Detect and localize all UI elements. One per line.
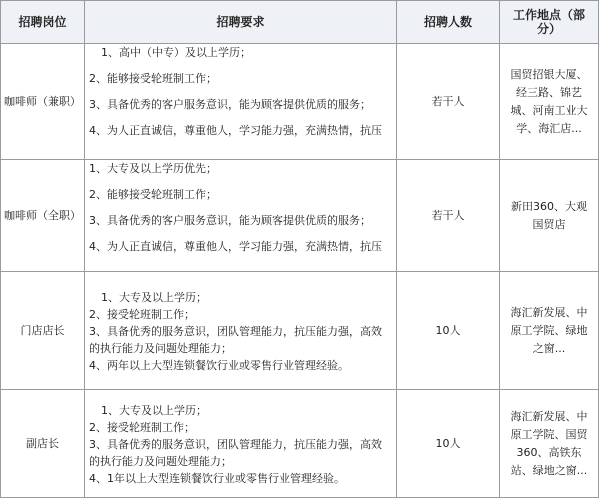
count-cell: 10人 [397,390,500,498]
table-row [1,160,599,272]
requirement-line: 3、具备优秀的客户服务意识，能为顾客提供优质的服务； [89,98,371,111]
header-requirements: 招聘要求 [85,1,397,44]
requirement-line: 1、大专及以上学历； [101,404,207,417]
requirement-line: 4、为人正直诚信，尊重他人，学习能力强，充满热情，抗压 [89,240,382,253]
position-cell: 门店店长 [1,272,85,390]
location-cell: 海汇新发展、中原工学院、国贸360、高铁东站、绿地之窗... [500,390,599,498]
table-row [1,390,599,498]
location-cell: 新田360、大观国贸店 [500,160,599,272]
position-cell: 咖啡师（全职） [1,160,85,272]
requirement-line: 3、具备优秀的服务意识，团队管理能力，抗压能力强，高效的执行能力及问题处理能力； [89,325,382,355]
requirement-line: 1、大专及以上学历优先； [89,162,217,175]
requirement-line: 4、两年以上大型连锁餐饮行业或零售行业管理经验。 [89,359,349,372]
count-cell: 10人 [397,272,500,390]
location-cell: 国贸招银大厦、经三路、锦艺城、河南工业大学、海汇店... [500,44,599,160]
position-cell: 副店长 [1,390,85,498]
header-position: 招聘岗位 [1,1,85,44]
position-cell: 咖啡师（兼职） [1,44,85,160]
requirement-line: 3、具备优秀的服务意识，团队管理能力，抗压能力强，高效的执行能力及问题处理能力； [89,438,382,468]
table-row [1,272,599,390]
requirement-line: 2、能够接受轮班制工作； [89,188,217,201]
requirement-line: 1、大专及以上学历； [101,291,207,304]
header-location: 工作地点（部分） [500,1,599,44]
requirement-line: 1、高中（中专）及以上学历； [101,46,251,59]
requirement-line: 4、1年以上大型连锁餐饮行业或零售行业管理经验。 [89,472,345,485]
count-cell: 若干人 [397,160,500,272]
requirements-cell [85,390,397,498]
table-row [1,44,599,160]
requirement-line: 2、接受轮班制工作； [89,421,195,434]
requirement-line: 2、能够接受轮班制工作； [89,72,217,85]
count-cell: 若干人 [397,44,500,160]
requirements-cell [85,44,397,160]
requirements-cell [85,272,397,390]
requirement-line: 4、为人正直诚信，尊重他人，学习能力强，充满热情，抗压 [89,124,382,137]
header-count: 招聘人数 [397,1,500,44]
header-row [1,1,599,44]
location-cell: 海汇新发展、中原工学院、绿地之窗... [500,272,599,390]
requirements-cell [85,160,397,272]
requirement-line: 2、接受轮班制工作； [89,308,195,321]
requirement-line: 3、具备优秀的客户服务意识，能为顾客提供优质的服务； [89,214,371,227]
